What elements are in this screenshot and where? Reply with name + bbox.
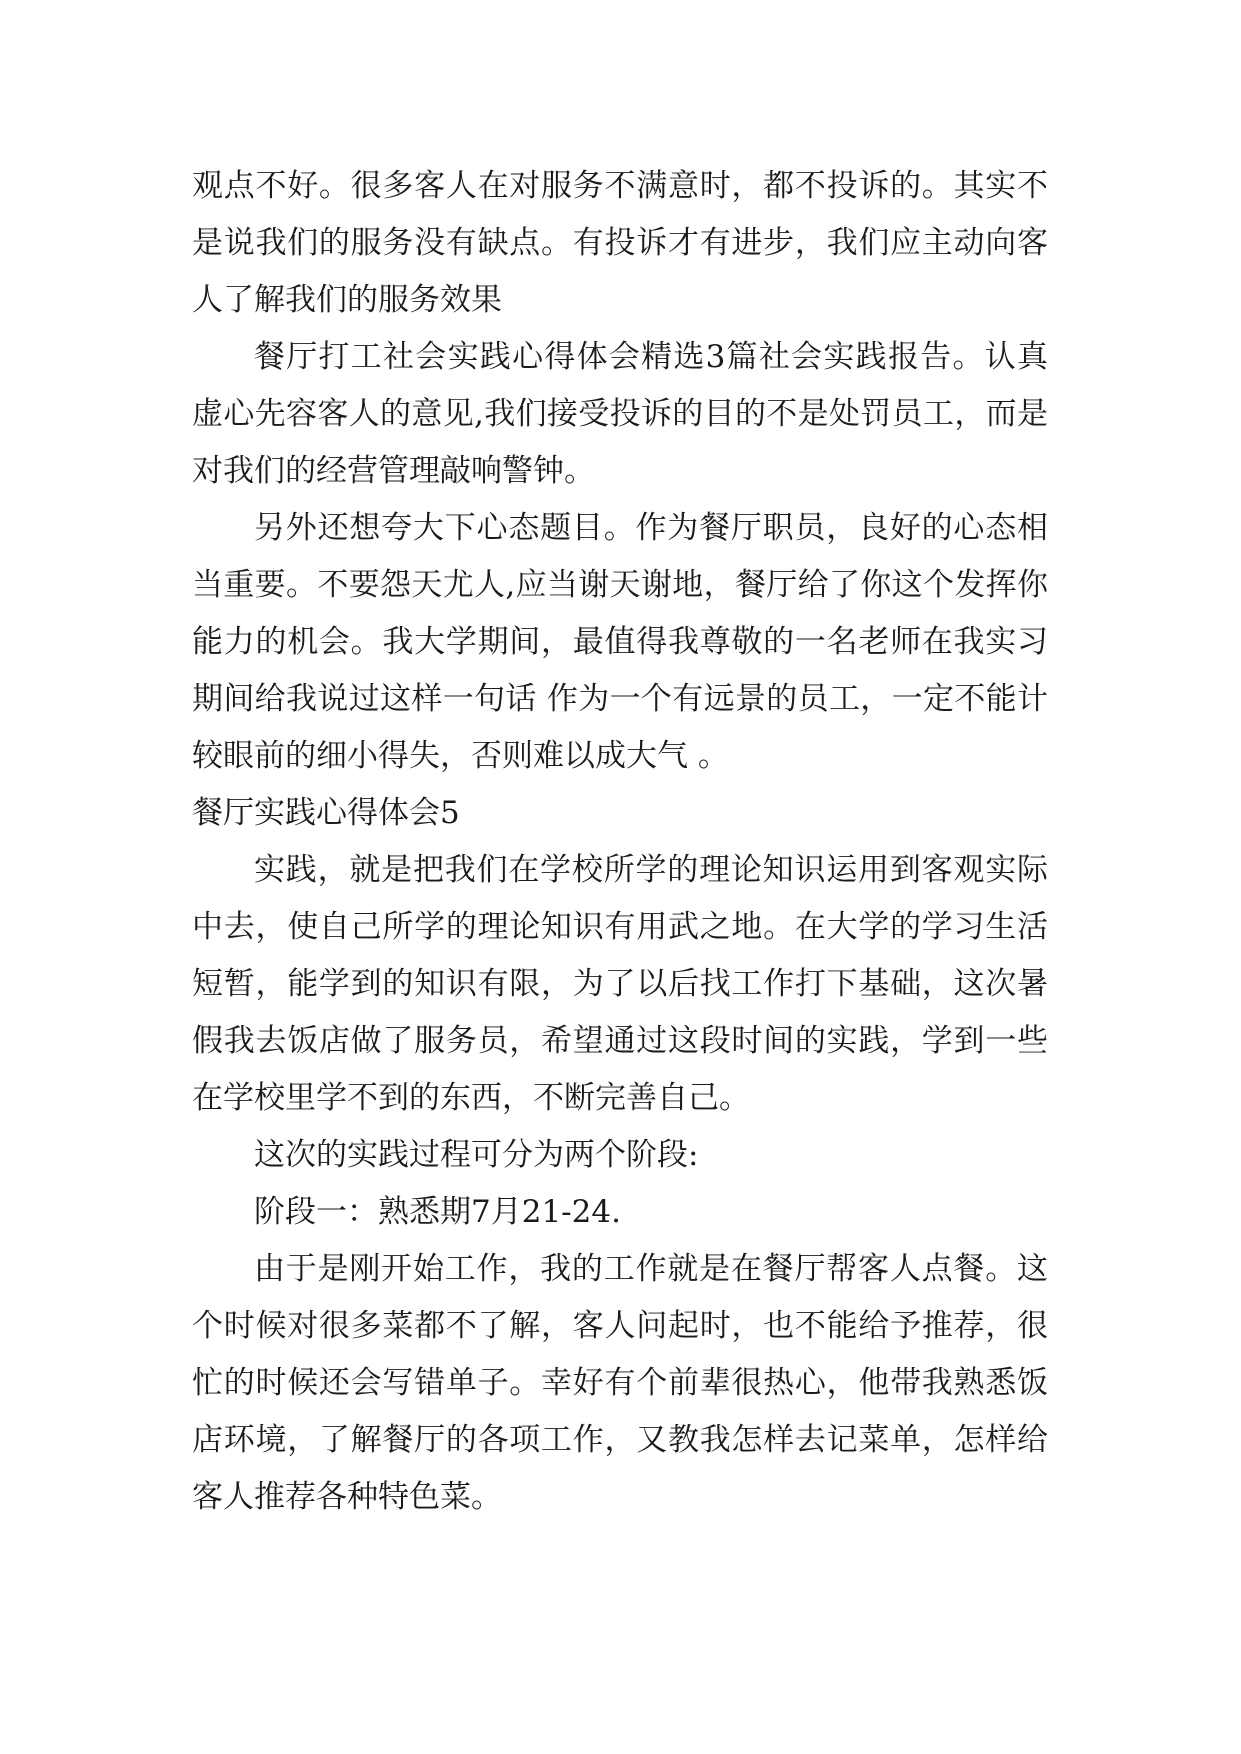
paragraph-attitude: 另外还想夸大下心态题目。作为餐厅职员，良好的心态相当重要。不要怨天尤人,应当谢天谢地，餐厅给了你这个发挥你能力的机会。我大学期间，最值得我尊敬的一名老师在我实习期间给我说过这样一句话 作为一个有远景的员工，一定不能计较眼前的细小得失，否则难以成大气 。: [192, 510, 1048, 774]
section-heading: 餐厅实践心得体会5: [192, 795, 460, 831]
paragraph-practice-intro: 实践，就是把我们在学校所学的理论知识运用到客观实际中去，使自己所学的理论知识有用武之地。在大学的学习生活短暂，能学到的知识有限，为了以后找工作打下基础，这次暑假我去饭店做了服务员，希望通过这段时间的实践，学到一些在学校里学不到的东西，不断完善自己。: [192, 852, 1048, 1116]
paragraph-ordering-work: 由于是刚开始工作，我的工作就是在餐厅帮客人点餐。这个时候对很多菜都不了解，客人问起时，也不能给予推荐，很忙的时候还会写错单子。幸好有个前辈很热心，他带我熟悉饭店环境，了解餐厅的各项工作，又教我怎样去记菜单，怎样给客人推荐各种特色菜。: [192, 1251, 1048, 1515]
document-body: [192, 158, 1048, 1526]
paragraph-customer-opinions: 餐厅打工社会实践心得体会精选3篇社会实践报告。认真虚心先容客人的意见,我们接受投诉的目的不是处罚员工，而是对我们的经营管理敲响警钟。: [192, 339, 1048, 489]
paragraph-two-stages: 这次的实践过程可分为两个阶段:: [254, 1137, 699, 1173]
paragraph-service-complaints: 观点不好。很多客人在对服务不满意时，都不投诉的。其实不是说我们的服务没有缺点。有投诉才有进步，我们应主动向客人了解我们的服务效果: [192, 168, 1048, 318]
paragraph-stage-one: 阶段一：熟悉期7月21-24.: [254, 1194, 621, 1230]
